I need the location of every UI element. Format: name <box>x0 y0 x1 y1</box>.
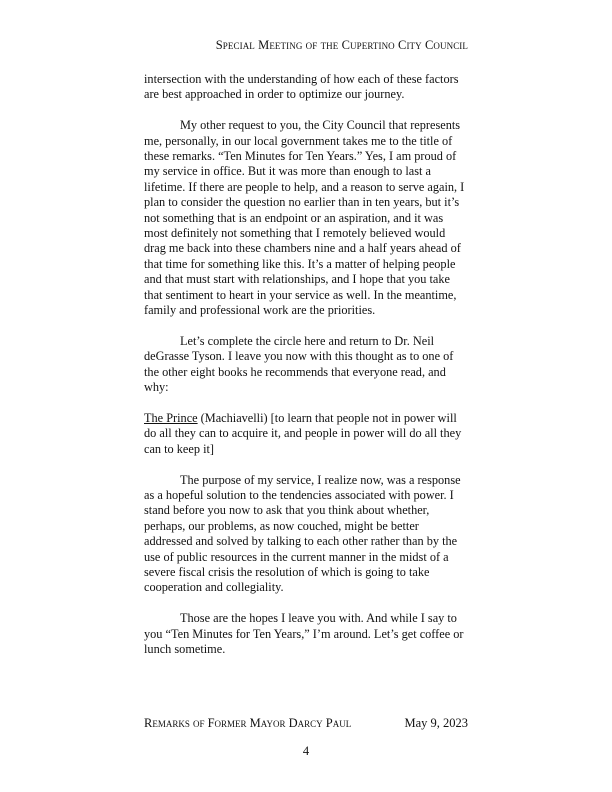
page-number: 4 <box>302 744 310 758</box>
document-body <box>144 72 469 673</box>
book-title: The Prince <box>144 410 198 425</box>
paragraph-ten-minutes: My other request to you, the City Council that represents me, personally, in our local government takes me to the title of these remarks. “Ten Minutes for Ten Years.” Yes, I am proud of my service in office. But it was more than enough to last a lifetime. If there are people to help, and a reason to serve again, I plan to consider the question no earlier than in ten years, but it’s not something that is an endpoint or an aspiration, and it was most definitely not something that I remotely believed would drag me back into these chambers nine and a half years ahead of that time for something like this. It’s a matter of helping people and that must start with relationships, and I hope that you take that sentiment to heart in your service as well. In the meantime, family and professional work are the priorities. <box>144 118 465 318</box>
footer-author: Remarks of Former Mayor Darcy Paul <box>144 716 352 730</box>
paragraph-closing: Those are the hopes I leave you with. And while I say to you “Ten Minutes for Ten Years,” I’m around. Let’s get coffee or lunch sometime. <box>144 611 464 656</box>
paragraph-purpose: The purpose of my service, I realize now, was a response as a hopeful solution to the tendencies associated with power. I stand before you now to ask that you think about whether, perhaps, our problems, as now couched, might be better addressed and solved by talking to each other rather than by the use of public resources in the current manner in the midst of a severe fiscal crisis the resolution of which is going to take cooperation and collegiality. <box>144 472 461 595</box>
block-quote <box>144 411 469 457</box>
footer-date: May 9, 2023 <box>404 716 468 730</box>
paragraph-continuation: intersection with the understanding of how each of these factors are best approached in order to optimize our journey. <box>144 72 459 102</box>
running-header: Special Meeting of the Cupertino City Council <box>215 38 468 52</box>
quote-text: (Machiavelli) [to learn that people not in power will do all they can to acquire it, and people in power will do all they can to keep it] <box>144 410 462 456</box>
paragraph-tyson: Let’s complete the circle here and return to Dr. Neil deGrasse Tyson. I leave you now with this thought as to one of the other eight books he recommends that everyone read, and why: <box>144 333 454 395</box>
